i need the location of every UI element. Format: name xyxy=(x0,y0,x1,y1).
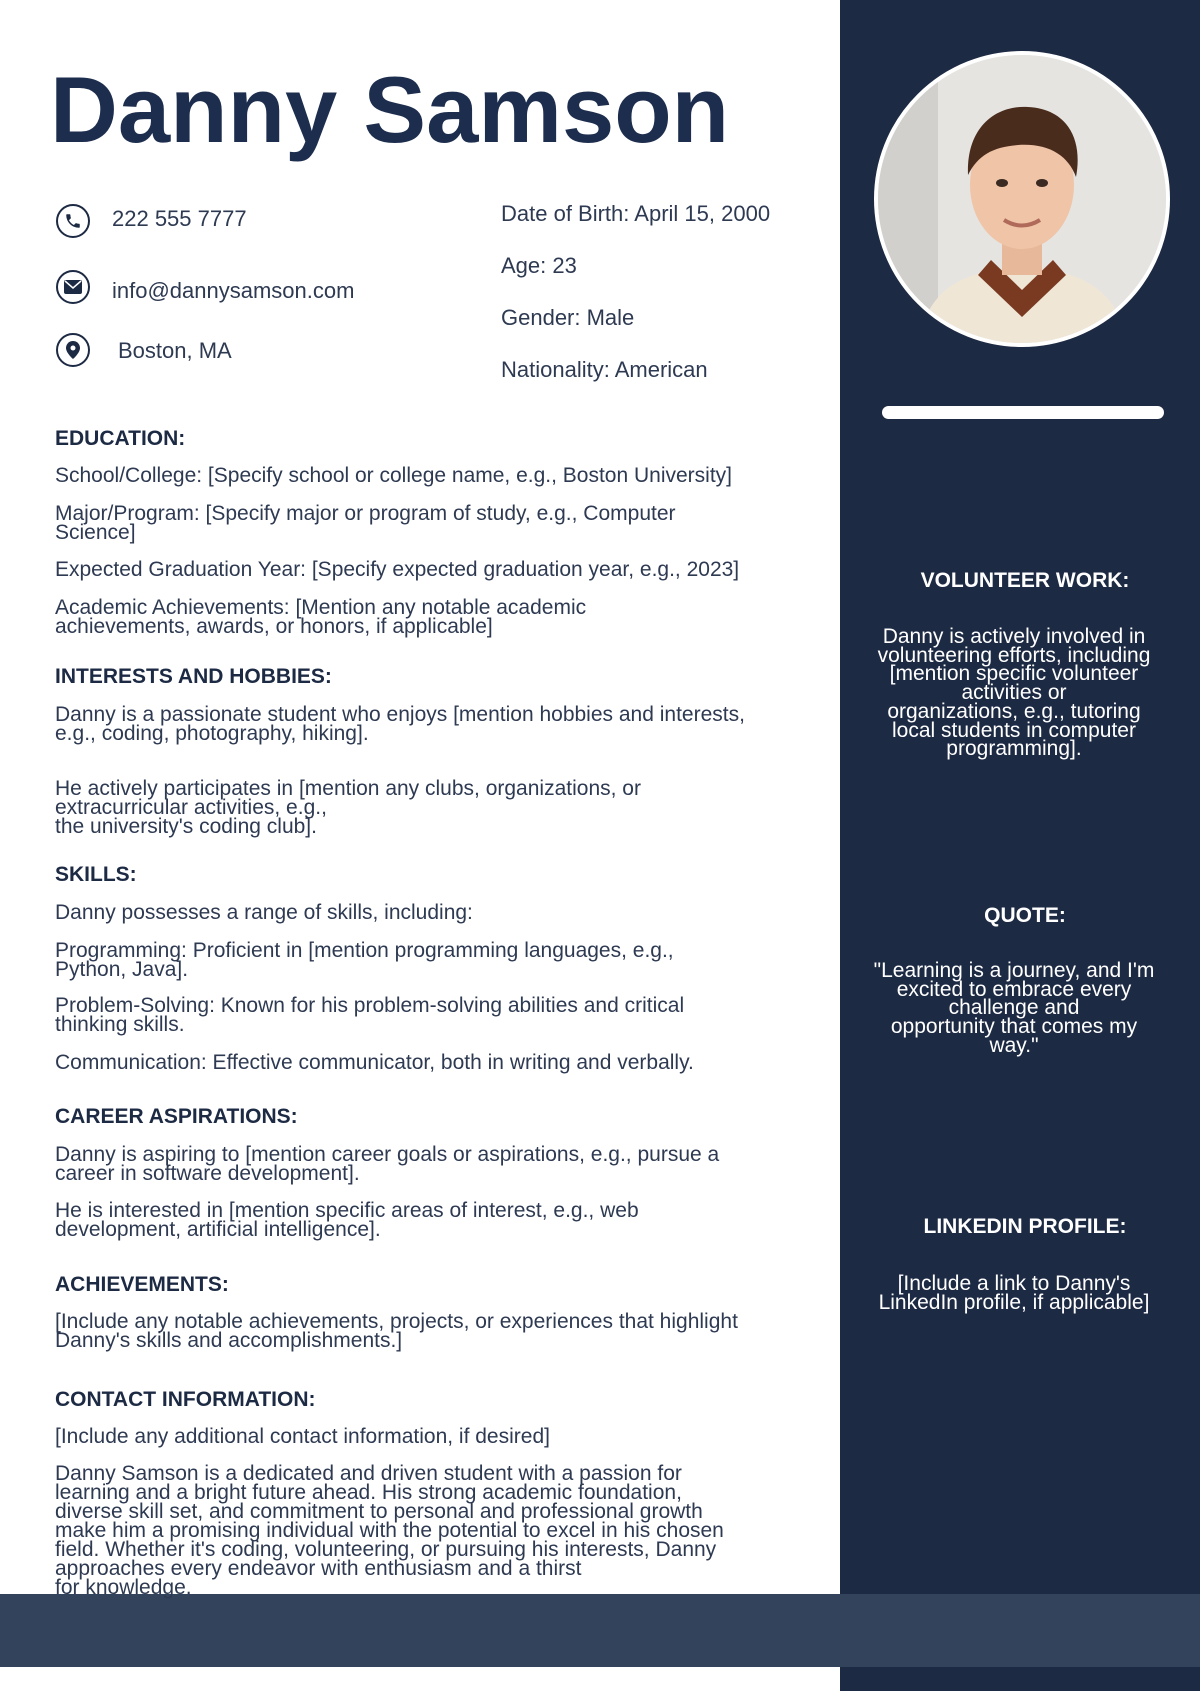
footer-bar xyxy=(0,1594,1200,1667)
location: Boston, MA xyxy=(118,338,232,363)
phone-icon xyxy=(56,204,90,238)
career-paragraph-2: He is interested in [mention specific areas of interest, e.g., web development, artificial intelligence]. xyxy=(55,1199,639,1241)
volunteer-text: Danny is actively involved in volunteering efforts, including [mention specific volunteer activities or organizations, e.g., tutoring local students in computer programming]. xyxy=(877,625,1151,761)
nationality: Nationality: American xyxy=(501,357,708,382)
volunteer-heading: VOLUNTEER WORK: xyxy=(920,569,1130,592)
career-paragraph-1: Danny is aspiring to [mention career goals or aspirations, e.g., pursue a career in software development]. xyxy=(55,1143,720,1185)
quote-text: "Learning is a journey, and I'm excited to embrace every challenge and opportunity that comes my way." xyxy=(873,959,1155,1057)
gender: Gender: Male xyxy=(501,305,635,330)
linkedin-text: [Include a link to Danny's LinkedIn profile, if applicable] xyxy=(878,1272,1150,1314)
education-achievements: Academic Achievements: [Mention any notable academic achievements, awards, or honors, if applicable] xyxy=(55,596,587,638)
linkedin-heading: LINKEDIN PROFILE: xyxy=(923,1215,1127,1238)
sidebar-divider xyxy=(882,406,1164,419)
email-address: info@dannysamson.com xyxy=(112,278,355,303)
education-school: School/College: [Specify school or college name, e.g., Boston University] xyxy=(55,464,733,487)
skill-communication: Communication: Effective communicator, both in writing and verbally. xyxy=(55,1051,694,1074)
achievements-heading: ACHIEVEMENTS: xyxy=(55,1273,229,1296)
skills-heading: SKILLS: xyxy=(55,863,137,886)
interests-heading: INTERESTS AND HOBBIES: xyxy=(55,665,332,688)
education-major: Major/Program: [Specify major or program of study, e.g., Computer Science] xyxy=(55,502,676,544)
email-icon xyxy=(56,270,90,304)
education-graduation: Expected Graduation Year: [Specify expected graduation year, e.g., 2023] xyxy=(55,558,740,581)
education-heading: EDUCATION: xyxy=(55,427,186,450)
interests-paragraph-2: He actively participates in [mention any clubs, organizations, or extracurricular activities, e.g., the university's coding club]. xyxy=(55,777,641,838)
skill-programming: Programming: Proficient in [mention programming languages, e.g., Python, Java]. xyxy=(55,939,674,981)
contact-info-heading: CONTACT INFORMATION: xyxy=(55,1388,316,1411)
age: Age: 23 xyxy=(501,253,577,278)
location-pin-icon xyxy=(56,333,90,367)
interests-paragraph-1: Danny is a passionate student who enjoys [mention hobbies and interests, e.g., coding, photography, hiking]. xyxy=(55,703,745,745)
achievements-paragraph: [Include any notable achievements, projects, or experiences that highlight Danny's skills and accomplishments.] xyxy=(55,1310,738,1352)
skills-intro: Danny possesses a range of skills, including: xyxy=(55,901,473,924)
phone-number: 222 555 7777 xyxy=(112,206,247,231)
profile-photo xyxy=(874,51,1170,347)
skill-problem-solving: Problem-Solving: Known for his problem-solving abilities and critical thinking skills. xyxy=(55,994,685,1036)
quote-heading: QUOTE: xyxy=(984,904,1066,927)
career-heading: CAREER ASPIRATIONS: xyxy=(55,1105,298,1128)
contact-info-paragraph: [Include any additional contact information, if desired] xyxy=(55,1425,550,1448)
summary-paragraph: Danny Samson is a dedicated and driven student with a passion for learning and a bright future ahead. His strong academic foundation, diverse skill set, and commitment to personal and professional growth make him a promising individual with the potential to excel in his chosen field. Whether it's coding, volunteering, or pursuing his interests, Danny approaches every endeavor with enthusiasm and a thirst for knowledge. xyxy=(55,1462,724,1599)
candidate-name: Danny Samson xyxy=(50,57,730,162)
date-of-birth: Date of Birth: April 15, 2000 xyxy=(501,201,771,226)
